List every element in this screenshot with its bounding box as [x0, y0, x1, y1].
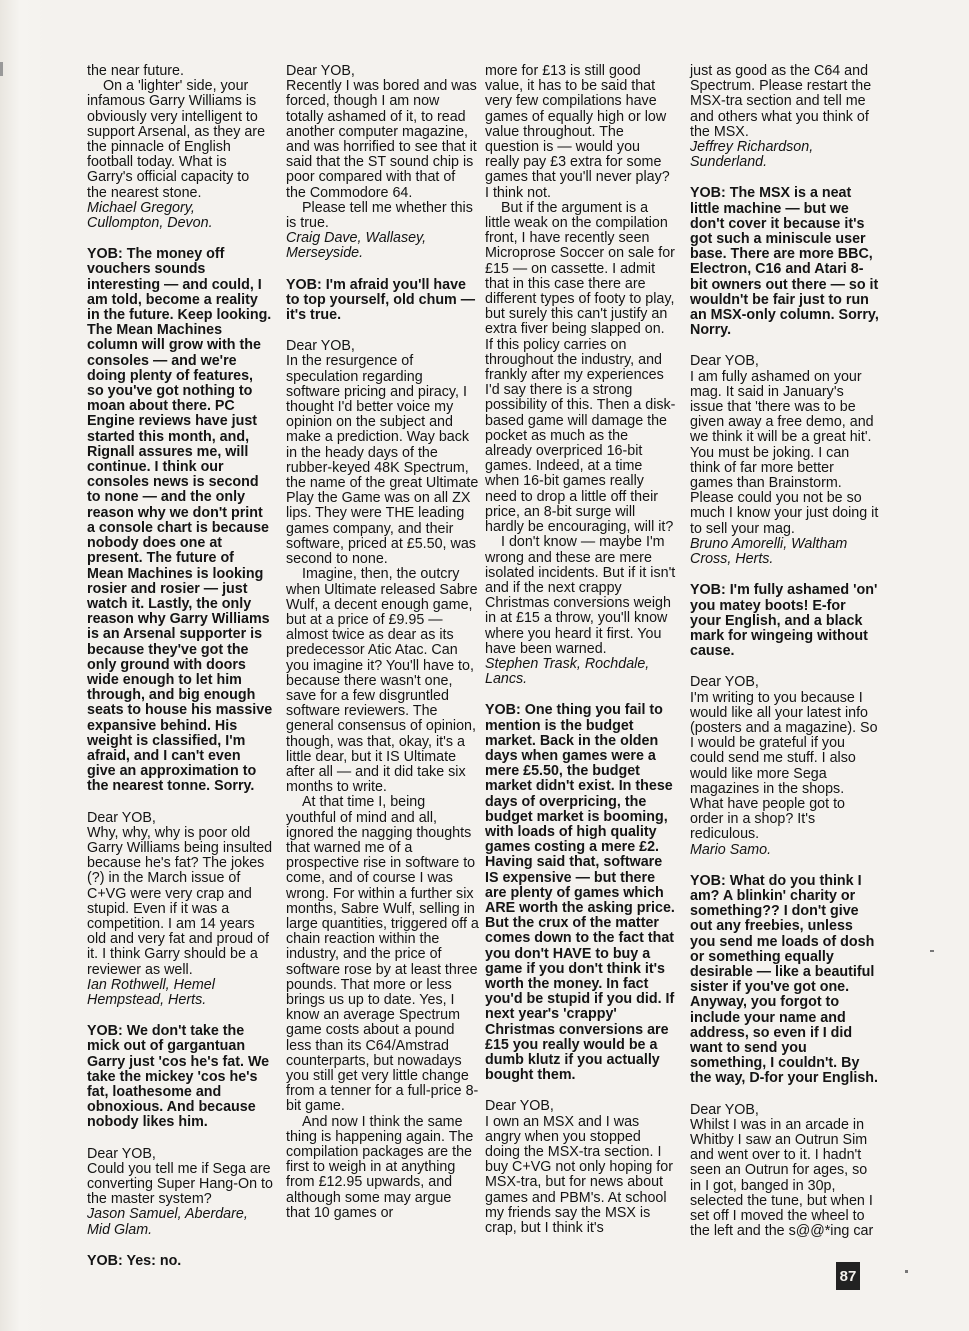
letter-paragraph: Please tell me whether this is true. — [286, 199, 473, 232]
paragraph-spacer — [87, 231, 273, 247]
page-speck — [905, 1270, 908, 1273]
letter-paragraph: Dear YOB, — [485, 1098, 554, 1115]
letter-paragraph: At that time I, being youthful of mind and all, ignored the nagging thoughts that warned me of a prospective rise in software to come, and of course I was wrong. For within a further six months, Sabre Wulf, selling in large quantities, triggered off a chain reaction within the industry, and the price of software rose by at least three pounds. That more or less brings us up to date. Yes, I know an average Spectrum game costs about a pound less than its C64/Amstrad counterparts, but nowadays you still get very little change from a tenner for a full-price 8-bit game. — [286, 794, 479, 1115]
letter-signature: Ian Rothwell, Hemel Hempstead, Herts. — [87, 976, 215, 1008]
letter-paragraph: Dear YOB, — [286, 338, 355, 355]
letter-paragraph: I am fully ashamed on your mag. It said in January's issue that 'there was to be given away a free demo, and we think it will be a great hit'. You must be joking. I can think of far more better games than Brainstorm. Please could you not be so much I know your just doing it to sell your mag. — [690, 368, 879, 537]
paragraph-spacer — [87, 795, 273, 811]
spine-mark — [0, 62, 3, 76]
page-number: 87 — [836, 1262, 860, 1290]
letter-paragraph: more for £13 is still good value, it has to be said that very few compilations have games of equally high or low value throughout. The question is — would you really pay £3 extra for some games that you'll never play? I think not. — [485, 63, 670, 201]
paragraph-spacer — [485, 1083, 676, 1099]
letter-paragraph: I'm writing to you because I would like all your latest info (posters and a magazine). So I would be grateful if you could send me stuff. I also would like more Sega magazines in the shops. What have people got to order in a shop? It's rediculous. — [690, 689, 878, 843]
letter-paragraph: And now I think the same thing is happening again. The compilation packages are the first to weigh in at anything from £12.95 upwards, and although some may argue that 10 games or — [286, 1113, 474, 1221]
text-column-2 — [286, 64, 479, 1221]
paragraph-spacer — [286, 323, 479, 339]
letter-paragraph: Dear YOB, — [87, 809, 156, 826]
letter-signature: Mario Samo. — [690, 841, 772, 858]
yob-reply: YOB: The MSX is a neat little machine — but we don't cover it because it's got such a miniscule user base. There are more BBC, Electron, C16 and Atari 8-bit owners out there — so it wouldn't be fair just to run an MSX-only column. Sorry, Norry. — [690, 185, 879, 339]
letter-paragraph: On a 'lighter' side, your infamous Garry Williams is obviously very intelligent to support Arsenal, as they are the pinnacle of English football today. What is Garry's official capacity to the nearest stone. — [87, 78, 266, 201]
text-column-4 — [690, 64, 880, 1239]
page-binding-shadow — [0, 0, 50, 1331]
page-speck — [930, 950, 934, 952]
text-column-1 — [87, 64, 273, 1269]
letter-paragraph: Could you tell me if Sega are converting Super Hang-On to the master system? — [87, 1160, 273, 1208]
letter-paragraph: Dear YOB, — [690, 674, 759, 691]
yob-reply: YOB: Yes: no. — [87, 1252, 182, 1269]
letter-signature: Craig Dave, Wallasey, Merseyside. — [286, 230, 427, 262]
yob-reply: YOB: What do you think I am? A blinkin' charity or something?? I don't give out any freebies, unless you send me loads of dosh or something equally desirable — like a beautiful sister if you've got one. Anyway, you forgot to include your name and address, so even if I did want to send you something, I couldn't. By the way, D-for your English. — [690, 872, 878, 1087]
letter-paragraph: But if the argument is a little weak on the compilation front, I have recently seen Microprose Soccer on sale for £15 — on cassette. I admit that in this case there are different types of footy to play, but surely this can't justify an extra fiver being slapped on. If this policy carries on throughout the industry, and frankly after my experiences I'd say there is a strong possibility of this. Then a disk-based game will damage the pocket as much as the already overpriced 16-bit games. Indeed, at a time when 16-bit games really need to drop a little off their price, an 8-bit surge will hardly be encouraging, will it? — [485, 199, 676, 536]
yob-reply: YOB: I'm fully ashamed 'on' you matey boots! E-for your English, and a black mark for wingeing without cause. — [690, 582, 878, 660]
yob-reply: YOB: We don't take the mick out of gargantuan Garry just 'cos he's fat. We take the mickey 'cos he's fat, loathesome and obnoxious. And because nobody likes him. — [87, 1023, 270, 1131]
letter-paragraph: I don't know — maybe I'm wrong and these are mere isolated incidents. But if it isn't and if the next crappy Christmas conversions weigh in at £15 a throw, you'll know where you heard it first. You have been warned. — [485, 534, 676, 657]
letter-signature: Stephen Trask, Rochdale, Lancs. — [485, 655, 650, 688]
paragraph-spacer — [87, 1008, 273, 1024]
letter-paragraph: Why, why, why is poor old Garry Williams being insulted because he's fat? The jokes (?) in the March issue of C+VG were very crap and stupid. Even if it was a competition. I am 14 years old and very fat and proud of it. I think Garry should be a reviewer as well. — [87, 824, 273, 978]
letter-signature: Michael Gregory, Cullompton, Devon. — [87, 199, 213, 232]
yob-reply: YOB: One thing you fail to mention is the budget market. Back in the olden days when games were a mere £5.50, the budget market didn't exist. In these days of overpricing, the budget market is booming, with loads of high quality games costing a mere £2. Having said that, software IS expensive — but there are plenty of games which ARE worth the asking price. But the crux of the matter comes down to the fact that you don't HAVE to buy a game if you don't think it's worth the money. In fact you'd be stupid if you did. If next year's 'crappy' Christmas conversions are £15 you really would be a dumb klutz if you actually bought them. — [485, 702, 675, 1084]
letter-paragraph: In the resurgence of speculation regarding software pricing and piracy, I thought I'd better voice my opinion on the subject and make a prediction. Way back in the heady days of the rubber-keyed 48K Spectrum, the name of the great Ultimate Play the Game was on all ZX lips. They were THE leading games company, and their software, priced at £5.50, was second to none. — [286, 353, 479, 568]
paragraph-spacer — [87, 1238, 273, 1254]
letter-paragraph: Whilst I was in an arcade in Whitby I saw an Outrun Sim and went over to it. I hadn't seen an Outrun for ages, so in I got, banged in 30p, selected the tune, but when I set off I moved the wheel to the left and the s@@*ing car — [690, 1116, 874, 1240]
letter-paragraph: Dear YOB, — [286, 63, 355, 79]
letter-signature: Bruno Amorelli, Waltham Cross, Herts. — [690, 535, 848, 568]
letter-paragraph: just as good as the C64 and Spectrum. Please restart the MSX-tra section and tell me and others what you think of the MSX. — [690, 63, 872, 140]
paragraph-spacer — [690, 659, 880, 675]
text-column-3 — [485, 64, 676, 1236]
yob-reply: YOB: The money off vouchers sounds interesting — and could, I am told, become a reality in the future. Keep looking. The Mean Machines column will grow with the consoles — and we're doing plenty of features, so you've got nothing to moan about there. PC Engine reviews have just started this month, and, Rignall assures me, will continue. I think our consoles news is second to none — and the only reason why we don't print a console chart is because nobody does one at present. The future of Mean Machines is looking rosier and rosier — just watch it. Lastly, the only reason why Garry Williams is an Arsenal supporter is because they've got the only ground with doors wide enough to let him through, and big enough seats to house his massive expansive behind. His weight is classified, I'm afraid, and I can't even give an approximation to the nearest tonne. Sorry. — [87, 246, 273, 795]
letter-signature: Jason Samuel, Aberdare, Mid Glam. — [87, 1206, 248, 1238]
paragraph-spacer — [485, 687, 676, 703]
letter-paragraph: Recently I was bored and was forced, though I am now totally ashamed of it, to read another computer magazine, and was horrified to see that it said that the ST sound chip is poor compared with that of the Commodore 64. — [286, 78, 477, 201]
paragraph-spacer — [690, 170, 880, 186]
paragraph-spacer — [690, 1087, 880, 1103]
paragraph-spacer — [690, 338, 880, 354]
letter-paragraph: Dear YOB, — [690, 353, 759, 370]
letter-paragraph: Imagine, then, the outcry when Ultimate released Sabre Wulf, a decent enough game, but at a price of £9.95 — almost twice as dear as its predecessor Atic Atac. Can you imagine it? You'll have to, because there wasn't one, save for a few disgruntled software reviewers. The general consensus of opinion, though, was that, okay, it's a little dear, but it IS Ultimate after all — and it did take six months to write. — [286, 566, 478, 796]
letter-signature: Jeffrey Richardson, Sunderland. — [690, 139, 814, 171]
paragraph-spacer — [87, 1131, 273, 1147]
letter-paragraph: the near future. — [87, 63, 184, 79]
paragraph-spacer — [286, 262, 479, 278]
yob-reply: YOB: I'm afraid you'll have to top yourself, old chum — it's true. — [286, 276, 476, 324]
letter-paragraph: Dear YOB, — [690, 1101, 759, 1118]
paragraph-spacer — [690, 567, 880, 583]
letter-paragraph: I own an MSX and I was angry when you stopped doing the MSX-tra section. I buy C+VG not only hoping for MSX-tra, but for news about games and PBM's. At school my friends say the MSX is crap, but I think it's — [485, 1113, 673, 1237]
paragraph-spacer — [690, 858, 880, 874]
letter-paragraph: Dear YOB, — [87, 1145, 156, 1162]
